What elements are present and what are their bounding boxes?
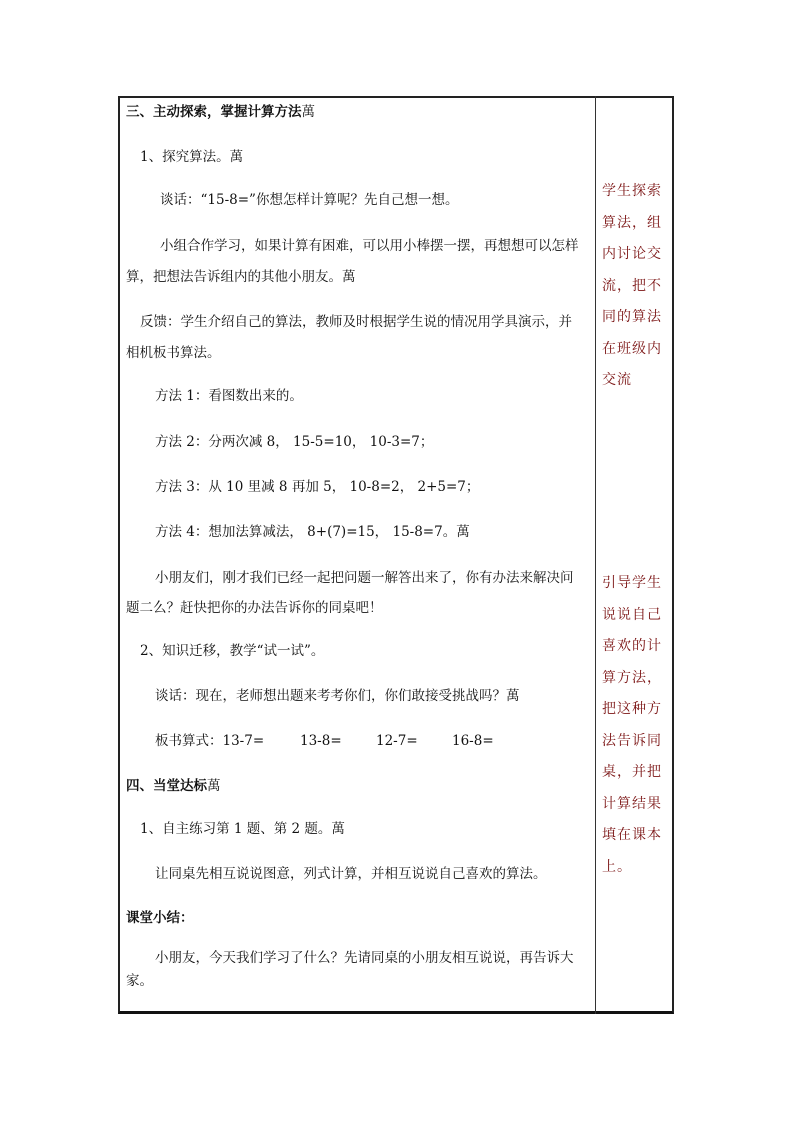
method2: 方法 2：分两次减 8， 15-5=10， 10-3=7； (155, 434, 434, 450)
board-formula-1: 板书算式：13-7= (155, 733, 265, 749)
column-divider (595, 96, 596, 1014)
section4-heading: 四、当堂达标萬 (126, 778, 221, 794)
board-formula-3: 12-7= (376, 733, 418, 749)
teacher-note-1 (602, 176, 670, 397)
method1: 方法 1：看图数出来的。 (155, 388, 303, 404)
group-line2: 算，把想法告诉组内的其他小朋友。萬 (126, 269, 356, 285)
group-line1: 小组合作学习，如果计算有困难，可以用小棒摆一摆，再想想可以怎样 (160, 238, 579, 254)
summary-heading: 课堂小结： (126, 910, 194, 926)
board-formula-2: 13-8= (300, 733, 342, 749)
note2-line: 法告诉同 (602, 732, 662, 749)
note1-line: 算法，组 (602, 214, 662, 231)
note2-line: 说说自己 (602, 606, 662, 623)
note2-line: 填在课本 (602, 827, 662, 843)
talk1: 谈话：“15-8=”你想怎样计算呢？先自己想一想。 (160, 192, 459, 208)
note1-line: 同的算法 (602, 309, 662, 325)
note2-line: 把这种方 (602, 701, 662, 717)
note2-line: 算方法， (602, 669, 662, 686)
method3: 方法 3：从 10 里减 8 再加 5， 10-8=2， 2+5=7； (155, 479, 480, 495)
note2-line: 桌，并把 (602, 764, 662, 780)
section3-item1: 1、探究算法。萬 (140, 149, 244, 165)
note1-line: 学生探索 (602, 183, 662, 199)
kids-line2: 题二么？赶快把你的办法告诉你的同桌吧！ (126, 600, 383, 616)
section4-instruction: 让同桌先相互说说图意，列式计算，并相互说说自己喜欢的算法。 (155, 866, 547, 882)
feedback-line1: 反馈：学生介绍自己的算法，教师及时根据学生说的情况用学具演示，并 (140, 314, 572, 330)
note2-line: 计算结果 (602, 795, 662, 812)
kids-line1: 小朋友们，刚才我们已经一起把问题一解答出来了，你有办法来解决问 (155, 570, 574, 586)
teacher-note-2 (602, 568, 670, 883)
feedback-line2: 相机板书算法。 (126, 345, 221, 361)
talk2: 谈话：现在，老师想出题来考考你们，你们敢接受挑战吗？萬 (155, 688, 520, 704)
section3-heading: 三、主动探索，掌握计算方法萬 (126, 104, 315, 120)
summary-line1: 小朋友，今天我们学习了什么？先请同桌的小朋友相互说说，再告诉大 (155, 950, 574, 966)
note1-line: 内讨论交 (602, 246, 662, 262)
note1-line: 在班级内 (602, 340, 662, 357)
note2-line: 上。 (602, 858, 632, 875)
section3-item2: 2、知识迁移，教学“试一试”。 (140, 643, 325, 659)
note1-line: 流，把不 (602, 277, 662, 294)
method4: 方法 4：想加法算减法， 8+(7)=15， 15-8=7。萬 (155, 524, 470, 540)
section4-item1: 1、自主练习第 1 题、第 2 题。萬 (140, 821, 345, 837)
summary-line2: 家。 (126, 973, 153, 989)
note2-line: 引导学生 (602, 575, 662, 591)
note2-line: 喜欢的计 (602, 638, 662, 654)
note1-line: 交流 (602, 372, 632, 388)
board-formula-4: 16-8= (452, 733, 494, 749)
